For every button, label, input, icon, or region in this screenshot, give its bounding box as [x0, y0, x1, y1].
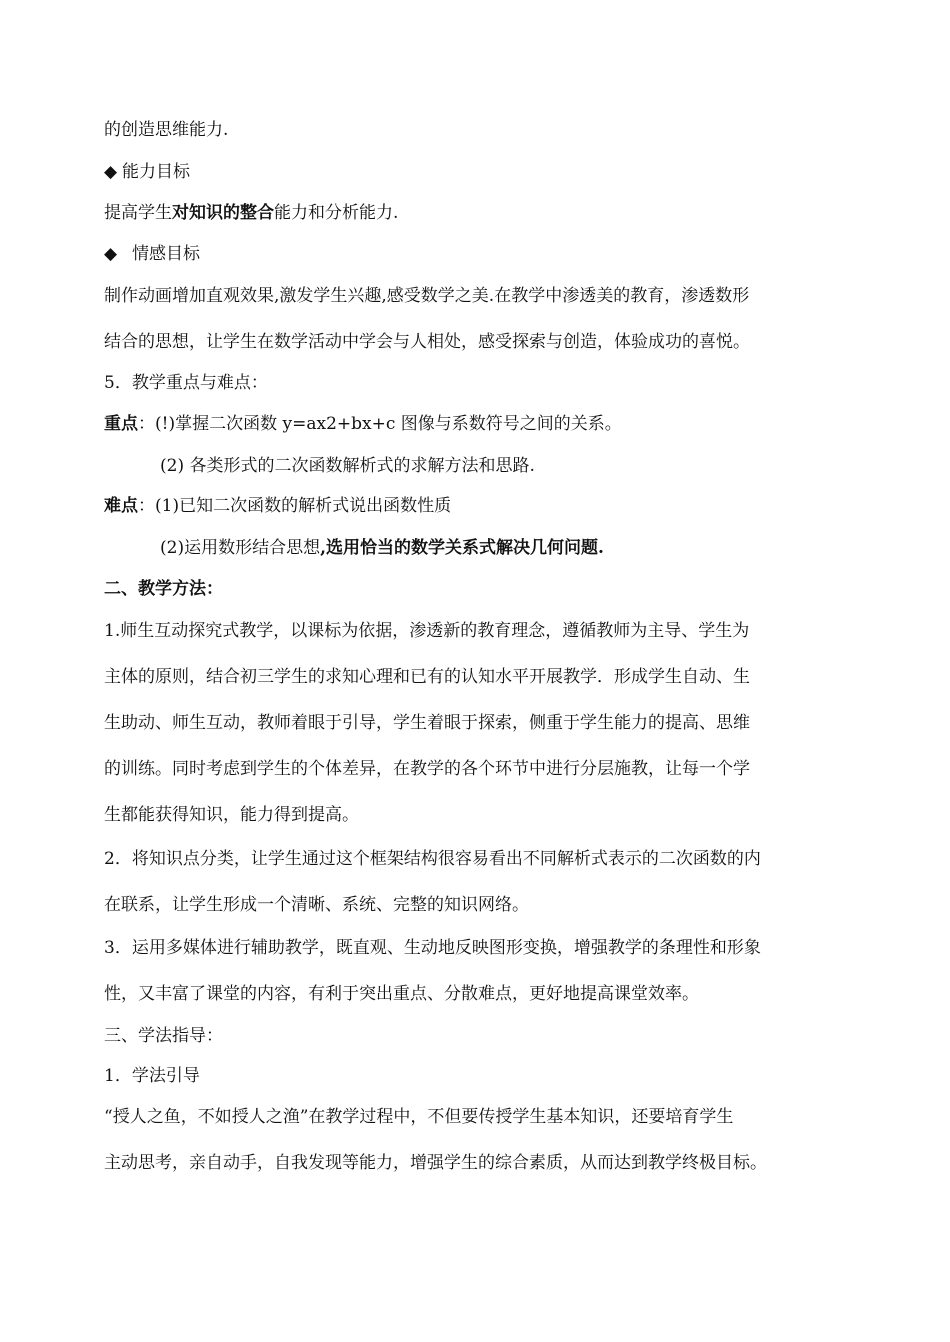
heading-text: 能力目标	[122, 162, 190, 182]
text: 生助动、师生互动，教师着眼于引导，学生着眼于探索，侧重于学生能力的提高、思维	[104, 713, 750, 733]
difficulty-label: 难点	[104, 496, 138, 516]
text: 制作动画增加直观效果,激发学生兴趣,感受数学之美.在教学中渗透美的教育，渗透数形	[104, 286, 750, 306]
text: 的训练。同时考虑到学生的个体差异，在教学的各个环节中进行分层施教，让每一个学	[104, 759, 750, 779]
text: “授人之鱼，不如授人之渔”在教学过程中，不但要传授学生基本知识，还要培育学生	[104, 1107, 734, 1127]
section-heading	[104, 577, 864, 601]
paragraph-line	[104, 665, 864, 689]
text: 结合的思想，让学生在数学活动中学会与人相处，感受探索与创造，体验成功的喜悦。	[104, 332, 750, 352]
key-point-line	[104, 412, 864, 436]
paragraph-line	[104, 1151, 864, 1175]
text: (1)已知二次函数的解析式说出函数性质	[155, 496, 452, 516]
heading-text: 情感目标	[132, 244, 200, 264]
paragraph-line	[104, 619, 864, 643]
difficulty-line	[104, 494, 864, 518]
text: 能力和分析能力.	[274, 203, 399, 223]
paragraph-line	[104, 847, 864, 871]
paragraph-line	[104, 284, 864, 308]
text: (2)运用数形结合思想	[160, 538, 321, 558]
paragraph-line	[104, 757, 864, 781]
paragraph-line	[104, 330, 864, 354]
section-heading	[104, 1024, 864, 1048]
diamond-bullet-icon: ◆	[104, 162, 118, 182]
text: 的创造思维能力.	[104, 120, 229, 140]
text: 2．将知识点分类，让学生通过这个框架结构很容易看出不同解析式表示的二次函数的内	[104, 849, 761, 869]
subsection-heading	[104, 1064, 864, 1088]
bold-text: 对知识的整合	[172, 203, 274, 223]
key-point-label: 重点	[104, 414, 138, 434]
text: 性，又丰富了课堂的内容，有利于突出重点、分散难点，更好地提高课堂效率。	[104, 984, 699, 1004]
text: 主动思考，亲自动手，自我发现等能力，增强学生的综合素质，从而达到教学终极目标。	[104, 1153, 767, 1173]
text: ：	[138, 414, 155, 434]
text: 1．学法引导	[104, 1066, 200, 1086]
section-heading	[104, 371, 864, 395]
emotion-goal-heading	[104, 242, 864, 266]
text: 二、教学方法：	[104, 579, 223, 599]
paragraph-line	[104, 936, 864, 960]
paragraph-line	[104, 803, 864, 827]
text: 主体的原则，结合初三学生的求知心理和已有的认知水平开展教学．形成学生自动、生	[104, 667, 750, 687]
diamond-bullet-icon: ◆	[104, 244, 118, 264]
text: ：	[138, 496, 155, 516]
paragraph-line	[104, 118, 864, 142]
paragraph-line	[104, 201, 864, 225]
difficulty-line	[160, 536, 920, 560]
text: 5．教学重点与难点：	[104, 373, 268, 393]
text: (!)掌握二次函数 y=ax2+bx+c 图像与系数符号之间的关系。	[155, 414, 622, 434]
bold-text: ,选用恰当的数学关系式解决几何问题.	[320, 538, 604, 558]
text: 3．运用多媒体进行辅助教学，既直观、生动地反映图形变换，增强教学的条理性和形象	[104, 938, 761, 958]
text: 在联系，让学生形成一个清晰、系统、完整的知识网络。	[104, 895, 529, 915]
text: 提高学生	[104, 203, 172, 223]
text: 生都能获得知识，能力得到提高。	[104, 805, 359, 825]
key-point-line	[160, 454, 920, 478]
text: (2) 各类形式的二次函数解析式的求解方法和思路.	[160, 456, 535, 476]
text: 三、学法指导：	[104, 1026, 223, 1046]
paragraph-line	[104, 711, 864, 735]
paragraph-line	[104, 893, 864, 917]
ability-goal-heading	[104, 160, 864, 184]
paragraph-line	[104, 1105, 864, 1129]
paragraph-line	[104, 982, 864, 1006]
text: 1.师生互动探究式教学，以课标为依据，渗透新的教育理念，遵循教师为主导、学生为	[104, 621, 750, 641]
